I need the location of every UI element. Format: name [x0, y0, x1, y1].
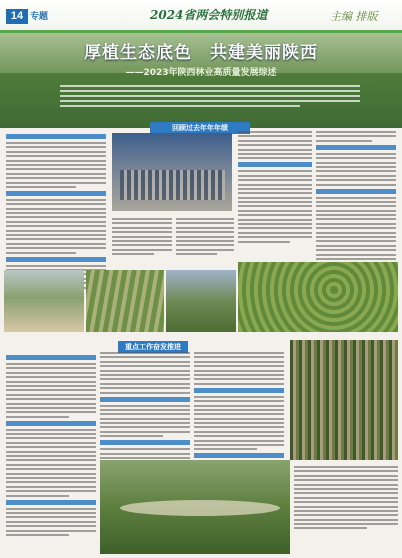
- birch-forest-photo: [290, 340, 398, 460]
- river-bend: [120, 500, 280, 516]
- section-outlook-header: 重点工作奋发推进: [118, 341, 188, 353]
- page-title: 厚植生态底色 共建美丽陕西: [84, 43, 318, 63]
- meeting-photo-audience: [120, 170, 225, 200]
- article-column-4: [238, 131, 312, 245]
- article-column-5: [316, 131, 396, 271]
- article-column-3: [176, 218, 234, 258]
- issue-banner: 2024省两会特别报道: [150, 8, 268, 22]
- article-column-9: [294, 466, 398, 532]
- article-column-7: [100, 352, 190, 475]
- orchard-photo-1: [4, 270, 84, 332]
- section-review-header: 回顾过去年年年绩: [150, 122, 250, 134]
- section-label: 专题: [30, 11, 49, 21]
- article-column-6: [6, 352, 96, 538]
- article-column-2: [112, 218, 172, 258]
- intro-text-block: [60, 85, 360, 119]
- aerial-orchard-photo: [238, 262, 398, 332]
- page-subtitle: ——2023年陕西林业高质量发展综述: [125, 68, 277, 78]
- terrace-photo: [86, 270, 164, 332]
- page-number: 14: [6, 9, 28, 24]
- editor-mark: 主编 排版: [330, 10, 378, 23]
- forest-photo: [166, 270, 236, 332]
